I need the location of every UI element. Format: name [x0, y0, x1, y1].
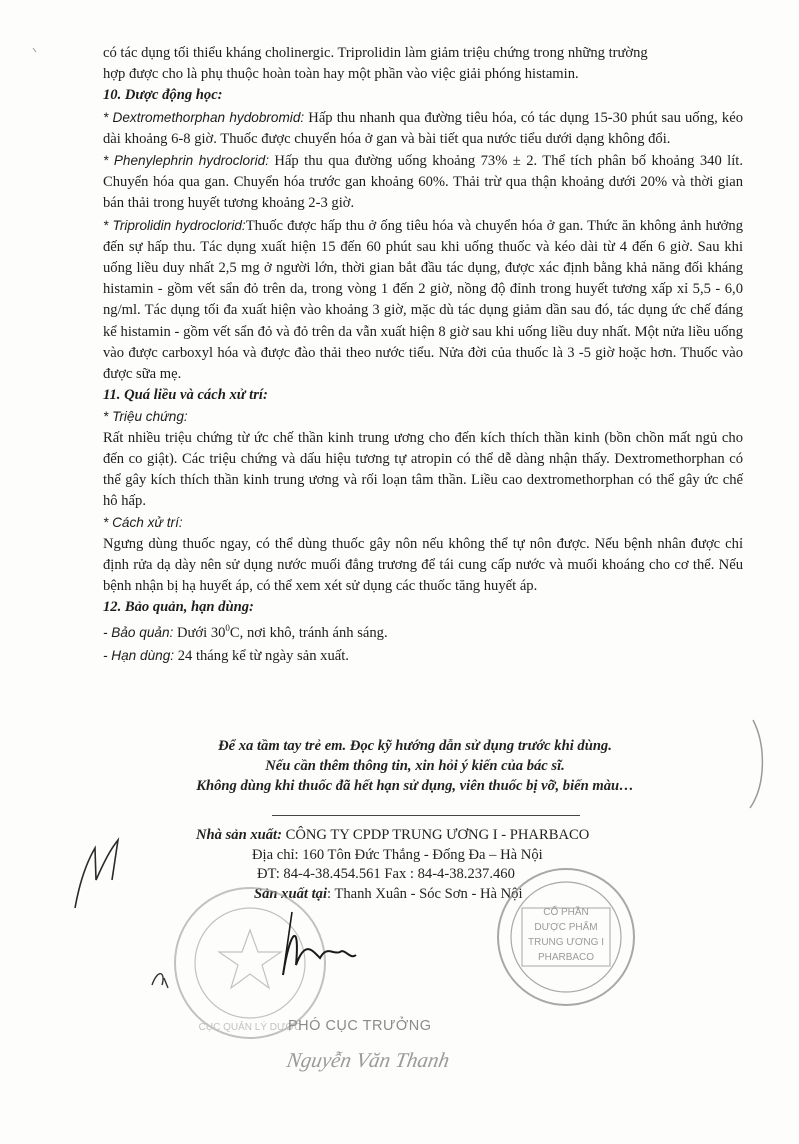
symptom-label: * Triệu chứng: [103, 409, 188, 425]
expiry-label: - Hạn dùng: [103, 647, 175, 663]
stamp-text-3: TRUNG ƯƠNG I [527, 937, 605, 948]
manufacturing-site-label: Sản xuất tại [254, 885, 327, 902]
signer-title: PHÓ CỤC TRƯỞNG [288, 1018, 432, 1034]
manufacturer-label: Nhà sản xuất: [196, 827, 282, 843]
ministry-seal [175, 885, 327, 1038]
phenylephrin-text: Hấp thu qua đường uống khoảng 73% ± 2. Thể tích phân bố khoảng 340 lít. Chuyển hóa qua gan. Chuyển hóa trước gan khoảng 60%. Thải trừ qua thận khoảng dưới 20% và thời gian bán thải trong huyết tương khoảng 2-3 giờ. [103, 153, 743, 212]
triprolidin-text: Thuốc được hấp thu ở ống tiêu hóa và chuyển hóa ở gan. Thức ăn không ảnh hưởng đến sự hấp thu. Tác dụng xuất hiện 15 đến 60 phút sau khi uống thuốc và kéo dài từ 4 đến 6 giờ. Sau khi uống liều duy nhất 2,5 mg ở người lớn, thời gian bắt đầu tác dụng, được xác định bằng khả năng đối kháng histamin - gồm vết sẩn đỏ trên da, trong vòng 1 đến 2 giờ, nồng độ đỉnh trong huyết tương xấp xỉ 5,5 - 6,0 ng/ml. Tác dụng tối đa xuất hiện vào khoảng 3 giờ, mặc dù tác dụng giảm dần sau đó, tác dụng ức chế đáng kể histamin - gồm vết sẩn đỏ và đỏ trên da vẫn xuất hiện 8 giờ sau khi uống liều duy nhất. Một nửa liều uống vào được carboxyl hóa và được đào thải theo nước tiểu. Nửa đời của thuốc là 3 -5 giờ hoặc hơn. Thuốc vào được sữa mẹ. [103, 217, 743, 383]
storage-degree: 0 [225, 623, 230, 634]
stamp-text-1: CỔ PHẦN [543, 907, 589, 918]
warning-line-3: Không dùng khi thuốc đã hết hạn sử dụng, viên thuốc bị vỡ, biến màu… [196, 778, 634, 794]
storage-text-post: C, nơi khô, tránh ánh sáng. [229, 625, 388, 642]
manufacturer-address: Địa chỉ: 160 Tôn Đức Thắng - Đống Đa – Hà Nội [252, 846, 543, 863]
section-10-heading: 10. Dược động học: [103, 87, 223, 104]
left-margin-initials [75, 840, 118, 908]
triprolidin-label: * Triprolidin hydroclorid: [103, 217, 246, 233]
expiry-text: 24 tháng kể từ ngày sản xuất. [174, 647, 349, 664]
seal-ring-text: CỤC QUẢN LÝ DƯỢC [198, 1022, 302, 1033]
top-left-mark [33, 48, 36, 52]
warning-line-2: Nếu cần thêm thông tin, xin hỏi ý kiến của bác sĩ. [265, 758, 565, 774]
dextromethorphan-text: Hấp thu nhanh qua đường tiêu hóa, có tác dụng 15-30 phút sau uống, kéo dài khoảng 6-8 giờ. Thuốc được chuyển hóa ở gan và bài tiết qua nước tiểu dưới dạng không đổi. [103, 109, 743, 147]
stamp-text-4: PHARBACO [537, 952, 595, 963]
manufacturing-site-text: : Thanh Xuân - Sóc Sơn - Hà Nội [327, 885, 523, 902]
manufacturer-name: CÔNG TY CPDP TRUNG ƯƠNG I - PHARBACO [281, 827, 590, 843]
intro-line-2: hợp được cho là phụ thuộc hoàn toàn hay một phần vào việc giải phóng histamin. [103, 66, 579, 83]
right-margin-stamp-edge [750, 720, 762, 808]
intro-line-1: có tác dụng tối thiểu kháng cholinergic. Triprolidin làm giảm triệu chứng trong những trường [103, 45, 648, 61]
section-12-heading: 12. Bảo quản, hạn dùng: [103, 599, 254, 616]
manufacturer-phone: ĐT: 84-4-38.454.561 Fax : 84-4-38.237.460 [257, 866, 515, 882]
section-11-heading: 11. Quá liều và cách xử trí: [103, 387, 268, 404]
storage-label: - Bảo quản: [103, 625, 174, 641]
phenylephrin-label: * Phenylephrin hydroclorid: [103, 153, 269, 169]
treatment-text: Ngưng dùng thuốc ngay, có thể dùng thuốc gây nôn nếu không thể tự nôn được. Nếu bệnh nhân được chỉ định rửa dạ dày nên sử dụng nước muối đẳng trương để tái cung cấp nước và muối khoáng cho cơ thể. Nếu bệnh nhận bị hạ huyết áp, có thể xem xét sử dụng các thuốc tăng huyết áp. [103, 535, 743, 595]
treatment-label: * Cách xử trí: [103, 515, 183, 531]
dextromethorphan-label: * Dextromethorphan hydobromid: [103, 109, 305, 125]
signer-name: Nguyễn Văn Thanh [284, 1048, 452, 1072]
director-signature [283, 936, 356, 975]
warning-line-1: Để xa tầm tay trẻ em. Đọc kỹ hướng dẫn sử dụng trước khi dùng. [218, 738, 612, 754]
small-handwritten-mark [152, 974, 168, 988]
storage-text-pre: Dưới 30 [173, 625, 226, 642]
stamp-text-2: DƯỢC PHẨM [534, 922, 598, 933]
company-stamp [498, 869, 634, 1005]
symptom-text: Rất nhiều triệu chứng từ ức chế thần kinh trung ương cho đến kích thích thần kinh (bồn chồn mất ngủ cho đến co giật). Các triệu chứng và dấu hiệu tương tự atropin có thể dễ dàng nhận thấy. Dextromethorphan có thể gây kích thích thần kinh trung ương và rối loạn tâm thần. Liều cao dextromethorphan có thể gây ức chế hô hấp. [103, 429, 743, 510]
